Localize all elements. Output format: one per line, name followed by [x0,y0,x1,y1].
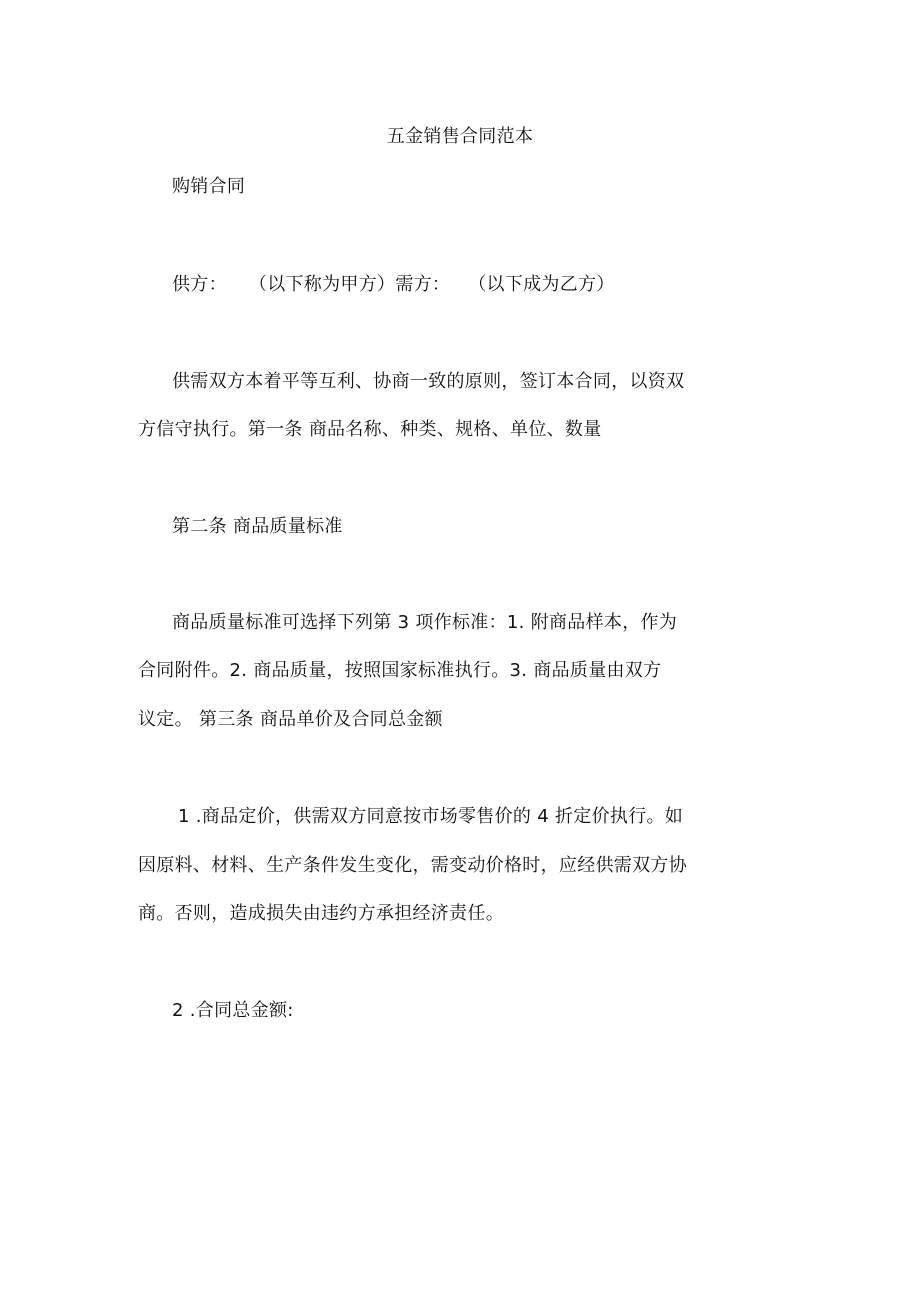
parties-line [172,274,615,296]
supplier-note: （以下称为甲方） [248,274,396,295]
pricing-line-3: 商。否则，造成损失由违约方承担经济责任。 [138,903,504,924]
buyer-label: 需方： [395,274,451,295]
quality-line-1: 商品质量标准可选择下列第 3 项作标准：1. 附商品样本，作为 [172,612,678,633]
intro-line-1: 供需双方本着平等互利、协商一致的原则，签订本合同，以资双 [172,371,685,392]
pricing-line-1: 1 .商品定价，供需双方同意按市场零售价的 4 折定价执行。如 [178,806,684,827]
article-2-heading: 第二条 商品质量标准 [172,516,343,537]
quality-line-3: 议定。 第三条 商品单价及合同总金额 [138,709,443,730]
document-title: 五金销售合同范本 [386,126,534,147]
pricing-line-2: 因原料、材料、生产条件发生变化，需变动价格时，应经供需双方协 [138,855,687,876]
buyer-note: （以下成为乙方） [468,274,615,295]
contract-total-label: 2 .合同总金额: [172,1000,294,1021]
quality-line-2: 合同附件。2. 商品质量，按照国家标准执行。3. 商品质量由双方 [138,660,662,681]
document-subtitle: 购销合同 [172,176,246,197]
supplier-label: 供方： [172,274,227,295]
intro-line-2: 方信守执行。第一条 商品名称、种类、规格、单位、数量 [138,419,602,440]
